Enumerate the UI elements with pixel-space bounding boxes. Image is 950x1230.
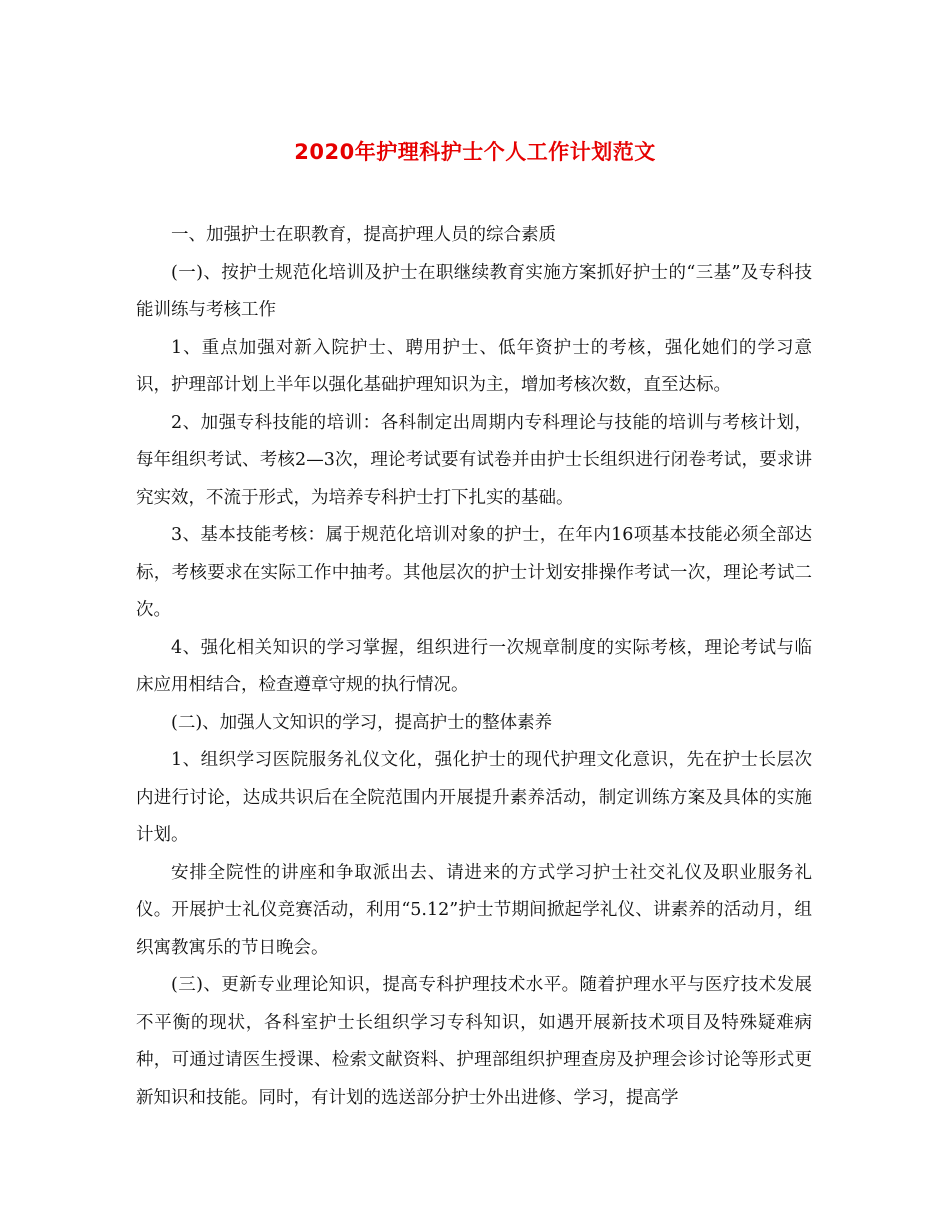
paragraph-etiquette-2: 安排全院性的讲座和争取派出去、请进来的方式学习护士社交礼仪及职业服务礼仪。开展护士礼仪竞赛活动，利用“5.12”护士节期间掀起学礼仪、讲素养的活动月，组织寓教寓乐的节日晚会。 — [136, 862, 812, 958]
paragraph-item-1: 1、重点加强对新入院护士、聘用护士、低年资护士的考核，强化她们的学习意识，护理部计划上半年以强化基础护理知识为主，增加考核次数，直至达标。 — [136, 337, 812, 395]
paragraph-item-3: 3、基本技能考核：属于规范化培训对象的护士，在年内16项基本技能必须全部达标，考核要求在实际工作中抽考。其他层次的护士计划安排操作考试一次，理论考试二次。 — [136, 525, 812, 620]
subheading-one: (一)、按护士规范化培训及护士在职继续教育实施方案抓好护士的“三基”及专科技能训练与考核工作 — [136, 262, 812, 320]
subheading-three: (三)、更新专业理论知识，提高专科护理技术水平。随着护理水平与医疗技术发展不平衡的现状，各科室护士长组织学习专科知识，如遇开展新技术项目及特殊疑难病种，可通过请医生授课、检索文献资料、护理部组织护理查房及护理会诊讨论等形式更新知识和技能。同时，有计划的选送部分护士外出进修、学习，提高学 — [136, 975, 812, 1108]
heading-section-one: 一、加强护士在职教育，提高护理人员的综合素质 — [171, 225, 556, 245]
subheading-two: (二)、加强人文知识的学习，提高护士的整体素养 — [171, 712, 553, 733]
paragraph-item-2: 2、加强专科技能的培训：各科制定出周期内专科理论与技能的培训与考核计划，每年组织考试、考核2—3次，理论考试要有试卷并由护士长组织进行闭卷考试，要求讲究实效，不流于形式，为培养专科护士打下扎实的基础。 — [136, 412, 812, 508]
document-body — [136, 217, 812, 1117]
paragraph-item-4: 4、强化相关知识的学习掌握，组织进行一次规章制度的实际考核，理论考试与临床应用相结合，检查遵章守规的执行情况。 — [136, 637, 812, 695]
paragraph-etiquette-1: 1、组织学习医院服务礼仪文化，强化护士的现代护理文化意识，先在护士长层次内进行讨论，达成共识后在全院范围内开展提升素养活动，制定训练方案及具体的实施计划。 — [136, 750, 812, 845]
document-title: 2020年护理科护士个人工作计划范文 — [294, 140, 656, 164]
